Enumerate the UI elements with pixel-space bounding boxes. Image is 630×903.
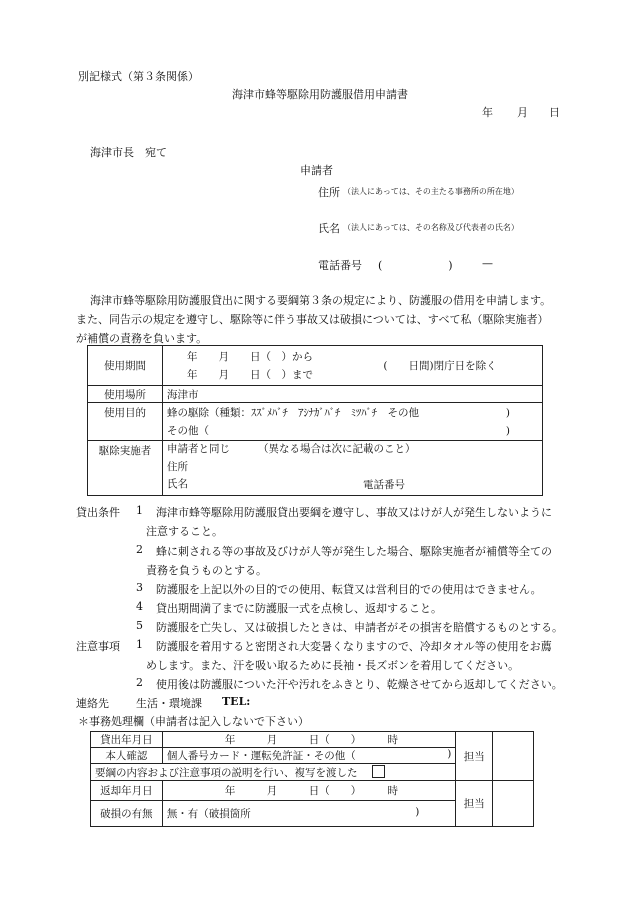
explained-checkbox[interactable] [372,765,385,778]
period-days[interactable]: ( 日間)閉庁日を除く [363,346,542,386]
contact-tel: TEL: [222,695,251,708]
office-table [90,731,534,827]
condition-1-line-1: 海津市蜂等駆除用防護服貸出要綱を遵守し、事故又はけが人が発生しないように [156,506,552,519]
lend-date-value[interactable]: 年 月 日（ ） 時 [162,732,456,748]
explained-text: 要綱の内容および注意事項の説明を行い、複写を渡した [95,766,358,779]
applicant-address-note: （法人にあっては、その主たる事務所の所在地） [343,187,519,196]
damage-value[interactable]: 無・有（破損箇所 [166,808,251,820]
place-label: 使用場所 [88,386,163,403]
lend-date-label: 貸出年月日 [91,732,163,748]
condition-4-line-1: 貸出期間満了までに防護服一式を点検し、返却すること。 [156,602,442,615]
return-staff-box[interactable] [493,781,534,827]
page-title: 海津市蜂等駆除用防護服借用申請書 [232,88,408,101]
applicant-phone-dash: — [482,257,493,270]
condition-5-line-1: 防護服を亡失し、又は破損したときは、申請者がその損害を賠償するものとする。 [156,621,563,634]
date-year: 年 [482,106,493,119]
note-1-num: 1 [136,638,143,651]
intro-line-2: また、同告示の規定を遵守し、駆除等に伴う事故又は破損については、すべて私（駆除実施者） [76,313,549,326]
executor-phone: 電話番号 [363,479,405,491]
condition-3-num: 3 [136,581,143,594]
condition-1-num: 1 [136,504,143,517]
applicant-heading: 申請者 [300,164,333,177]
form-reference: 別記様式（第３条関係） [78,70,199,83]
purpose-field[interactable] [163,403,543,441]
executor-field[interactable] [163,441,543,496]
return-date-value[interactable]: 年 月 日（ ） 時 [162,781,456,801]
office-heading: ＊事務処理欄（申請者は記入しないで下さい） [78,715,309,728]
period-label: 使用期間 [88,346,163,386]
condition-5-num: 5 [136,619,143,632]
purpose-line-2-end: ) [505,425,510,437]
id-check-value[interactable]: 個人番号カード・運転免許証・その他（ [166,750,356,762]
condition-1-line-2: 注意すること。 [146,525,223,538]
damage-end: ) [415,806,420,818]
date-month: 月 [517,106,528,119]
applicant-phone-label: 電話番号 [318,259,362,272]
condition-2-line-1: 蜂に刺される等の事故及びけが人等が発生した場合、駆除実施者が補償等全ての [156,545,552,558]
lend-staff-box[interactable] [493,732,534,781]
notes-label: 注意事項 [76,640,120,653]
date-day: 日 [549,106,560,119]
addressee: 海津市長 宛て [90,146,167,159]
executor-diff: （異なる場合は次に記載のこと） [258,443,416,455]
applicant-phone-paren: ( ) [378,259,453,272]
executor-label: 駆除実施者 [88,441,163,496]
purpose-line-1-end: ) [505,407,510,419]
intro-line-3: が補償の責務を負います。 [76,332,208,345]
contact-dept: 生活・環境課 [136,697,202,710]
condition-3-line-1: 防護服を上記以外の目的での使用、転貸又は営利目的での使用はできません。 [156,583,542,596]
purpose-line-2: その他（ [167,424,209,437]
executor-same: 申請者と同じ [167,443,230,455]
period-to: 年 月 日（ ）まで [187,368,313,381]
condition-4-num: 4 [136,600,143,613]
applicant-name-note: （法人にあっては、その名称及び代表者の氏名） [343,223,519,232]
note-2-line-1: 使用後は防護服についた汗や汚れをふきとり、乾燥させてから返却してください。 [156,678,563,691]
return-staff-label: 担当 [456,781,493,827]
applicant-name-label: 氏名 [318,222,340,235]
intro-line-1: 海津市蜂等駆除用防護服貸出に関する要綱第３条の規定により、防護服の借用を申請します。 [90,294,552,307]
note-1-line-1: 防護服を着用すると密閉され大変暑くなりますので、冷却タオル等の使用をお薦 [156,640,552,653]
applicant-address-label: 住所 [318,186,340,199]
id-check-end: ) [447,748,452,760]
note-2-num: 2 [136,676,143,689]
conditions-label: 貸出条件 [76,506,120,519]
period-dates[interactable] [163,346,364,386]
place-value[interactable]: 海津市 [163,386,543,403]
period-from: 年 月 日（ ）から [187,350,313,363]
purpose-line-1: 蜂の駆除（種類：ｽｽﾞﾒﾊﾞﾁ ｱｼﾅｶﾞﾊﾞﾁ ﾐﾂﾊﾞﾁ その他 [167,406,419,419]
contact-label: 連絡先 [76,697,109,710]
executor-address: 住所 [167,460,188,473]
lend-staff-label: 担当 [456,732,493,781]
damage-label: 破損の有無 [91,801,163,827]
condition-2-line-2: 責務を負うものとする。 [146,564,267,577]
return-date-label: 返却年月日 [91,781,163,801]
executor-name: 氏名 [167,478,188,490]
condition-2-num: 2 [136,543,143,556]
purpose-label: 使用目的 [88,403,163,441]
id-check-label: 本人確認 [91,748,163,764]
application-table [87,345,543,496]
note-1-line-2: めします。また、汗を吸い取るために長袖・長ズボンを着用してください。 [146,659,520,672]
